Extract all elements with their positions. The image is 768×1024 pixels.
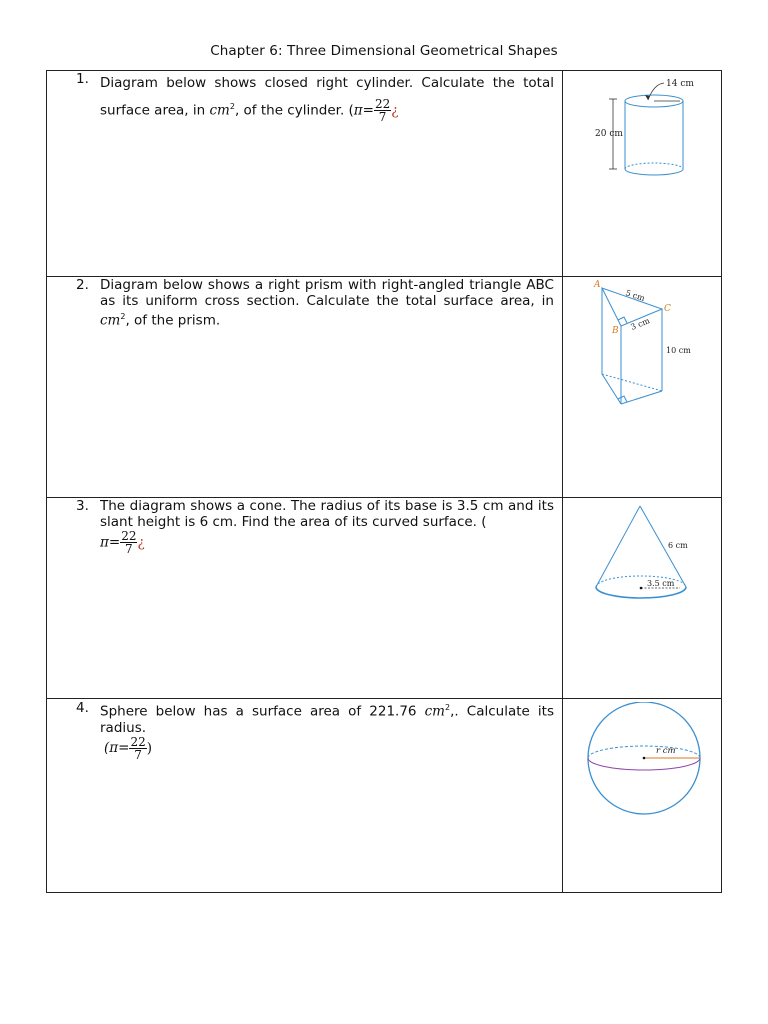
cone-figure [588, 500, 708, 610]
column-divider [562, 70, 563, 893]
question-number: 4. [76, 700, 89, 716]
prism-figure [588, 278, 708, 408]
question-number: 3. [76, 498, 89, 514]
cylinder-diameter-label: 14 cm [666, 79, 694, 89]
question-3 [76, 498, 554, 555]
prism-height-label: 10 cm [666, 346, 691, 355]
vertex-c-label: C [664, 304, 671, 314]
sphere-figure [582, 702, 706, 816]
cylinder-base-front [625, 169, 683, 175]
edge-bc-label: 3 cm [629, 316, 652, 332]
question-number: 1. [76, 71, 89, 87]
question-text: Diagram below shows closed right cylinder. Calculate the total surface area, in $cm^2$, of the cylinder. (π= $\frac{22}{7}$ ¿ [100, 75, 554, 124]
vertex-b-label: B [612, 326, 619, 336]
cone-radius-label: 3.5 cm [647, 579, 675, 588]
question-4 [76, 700, 554, 761]
pi-fraction: $\frac{22}{7}$ [121, 529, 137, 556]
question-number: 2. [76, 277, 89, 293]
question-2 [76, 277, 554, 329]
question-text: Sphere below has a surface area of 221.76 $cm^2$,. Calculate its radius. (π= $\frac{22}{7}$ ) [100, 703, 554, 762]
sphere-equator-back [588, 746, 700, 758]
edge-ac-label: 5 cm [624, 288, 646, 303]
question-text: The diagram shows a cone. The radius of its base is 3.5 cm and its slant height is 6 cm. Find the area of its curved surface. ( π= $\frac{22}{7}$ ¿ [100, 498, 554, 556]
diameter-pointer [648, 83, 664, 100]
cone-slant-label: 6 cm [668, 541, 688, 550]
vertex-a-label: A [594, 280, 601, 290]
question-1 [76, 71, 554, 123]
pi-fraction: $\frac{22}{7}$ [374, 97, 391, 124]
question-text: Diagram below shows a right prism with right-angled triangle ABC as its uniform cross section. Calculate the total surface area, in $cm^2$, of the prism. [100, 277, 554, 329]
pi-fraction: $\frac{22}{7}$ [130, 734, 146, 762]
row-divider-3 [46, 698, 722, 699]
sphere-equator-front [588, 758, 700, 770]
page-title: Chapter 6: Three Dimensional Geometrical Shapes [210, 43, 558, 59]
cylinder-height-label: 20 cm [595, 129, 623, 139]
cylinder-figure [588, 72, 708, 187]
cylinder-base-back [625, 163, 683, 169]
sphere-radius-label: r cm [656, 746, 676, 756]
